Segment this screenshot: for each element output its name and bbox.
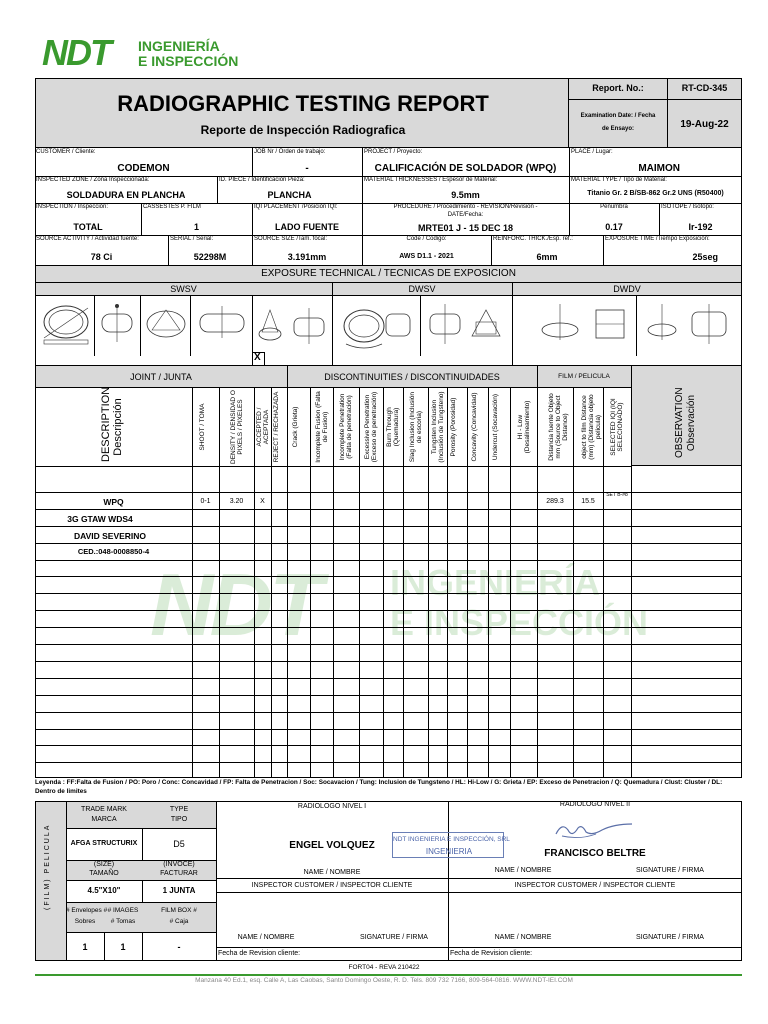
size: 3.191mm	[287, 252, 327, 262]
company-logo	[42, 32, 272, 73]
procedure: MRTE01 J - 15 DEC 18	[417, 223, 514, 233]
review-date-left: Fecha de Revision cliente:	[218, 950, 301, 957]
swsv-sketch-5	[256, 302, 328, 348]
column-header: Incomplete Fusion (Falta de Fusion)	[314, 391, 329, 463]
table-column-line	[573, 388, 574, 778]
disc-header: DISCONTINUITIES / DISCONTINUIDADES	[324, 372, 500, 382]
isotope: Ir-192	[688, 222, 713, 232]
inspector-right-name-label: NAME / NOMBRE	[494, 934, 552, 941]
row4-desc: CED.:048-0008850-4	[77, 547, 150, 556]
swsv-label: SWSV	[170, 284, 197, 294]
zone-label: INSPECTED ZONE / Zona Inspeccionada:	[36, 177, 150, 183]
procedure-label: PROCEDURE / Procedimiento - REVISION/Revision -	[393, 204, 538, 210]
level1-name-label: NAME / NOMBRE	[303, 869, 361, 876]
job: -	[305, 163, 309, 174]
footer-rule	[35, 974, 742, 976]
level2-name-label: NAME / NOMBRE	[494, 867, 552, 874]
dwdv-sketch-2	[640, 300, 738, 350]
table-column-line	[447, 388, 448, 778]
logo-sub1: INGENIERÍA	[138, 38, 220, 54]
swsv-sketch-4	[194, 302, 250, 346]
iqi-label: IQI PLACEMENT /Posición IQI:	[254, 204, 338, 210]
inspection-label: INSPECTION / Inspección:	[36, 204, 109, 210]
size-label: SOURCE SIZE /Tam. focal:	[254, 236, 328, 242]
invoice-label-1: (INVOCE)	[163, 861, 195, 868]
serial: 52298M	[193, 252, 227, 262]
film-type: D5	[173, 839, 185, 849]
table-row-line	[35, 661, 742, 662]
level2-signature-label: SIGNATURE / FIRMA	[636, 867, 704, 874]
column-header: Crack (Grieta)	[291, 406, 299, 448]
env-label-1: # Envelopes #	[66, 907, 108, 914]
table-row-line	[35, 610, 742, 611]
report-title: RADIOGRAPHIC TESTING REPORT	[117, 91, 489, 116]
review-date-right: Fecha de Revision cliente:	[450, 950, 533, 957]
table-column-line	[603, 388, 604, 778]
swsv-sketch-1	[40, 300, 92, 350]
img-label-1: # IMAGES	[107, 907, 139, 914]
description-header-en: DESCRIPTION	[100, 386, 112, 462]
column-header: Slag Inclusion (Inclusión de escoria)	[408, 391, 423, 463]
level2-signature	[552, 818, 638, 844]
film-invoice: 1 JUNTA	[162, 886, 196, 895]
level1-label: RADIOLOGO NIVEL I	[297, 803, 367, 810]
film-size: 4.5"X10"	[87, 886, 121, 895]
dwdv-sketch-1	[520, 300, 632, 350]
activity-label: SOURCE ACTIVITY / Actividad fuente:	[36, 236, 139, 242]
table-row-line	[35, 745, 742, 746]
table-column-line	[333, 388, 334, 778]
film-side-cell	[36, 802, 66, 960]
table-row-line	[35, 729, 742, 730]
observation-header-en: OBSERVATION	[674, 387, 685, 458]
table-column-line	[359, 388, 360, 778]
technique-title: EXPOSURE TECHNICAL / TECNICAS DE EXPOSICION	[261, 268, 516, 279]
watermark-sub2: E INSPECCIÓN	[390, 602, 649, 643]
size-label-2: TAMAÑO	[89, 870, 119, 877]
row1-accepted: X	[260, 498, 265, 505]
dwsv-label: DWSV	[408, 284, 436, 294]
job-label: JOB Nr / Orden de trabajo:	[254, 149, 326, 155]
film-img: 1	[120, 942, 126, 952]
stamp-line-1: NDT INGENIERIA E INSPECCIÓN, SRL	[393, 836, 510, 843]
project-label: PROJECT / Proyecto:	[364, 149, 423, 155]
table-row-line	[35, 526, 742, 527]
table-row-line	[35, 593, 742, 594]
reinf-label: REINFORC. THICK./Esp. ref.:	[493, 236, 573, 242]
column-header: Concavity (Concavidad)	[470, 392, 478, 462]
dwsv-sketch-1	[338, 300, 414, 350]
column-header: ACCEPTED / ACEPTADA	[256, 407, 270, 447]
stamp-line-2: INGENIERIA	[425, 847, 473, 856]
exam-date-label-2: de Ensayo:	[601, 126, 634, 132]
box-label-2: # Caja	[169, 918, 189, 925]
code: AWS D1.1 - 2021	[399, 253, 454, 260]
trade-label-2: MARCA	[91, 816, 117, 823]
table-column-line	[403, 388, 404, 778]
row1-ofd: 15.5	[581, 498, 595, 505]
report-subtitle: Reporte de Inspección Radiografica	[200, 123, 406, 137]
legend-text: Leyenda : FF:Falta de Fusion / PO: Poro / Conc: Concavidad / FP: Falta de Penetracion / Soc: Socavacion / Tung: Inclusion de Tungsteno / HL: Hi-Low / G: Grieta / EP: Exceso de Penetracion / Q: Quemadura / Clust: Cluster / DL: Dentro de limites	[35, 779, 723, 795]
exposure: 25seg	[692, 252, 718, 262]
film-header: FILM / PELICULA	[558, 373, 610, 380]
legend	[35, 778, 742, 796]
table-column-line	[537, 388, 538, 778]
swsv-sketch-3	[144, 304, 188, 344]
table-row-line	[35, 695, 742, 696]
table-row-line	[35, 543, 742, 544]
column-header: SELECTED IQI (IQI SELECIONADO)	[610, 398, 624, 456]
iqi: LADO FUENTE	[275, 222, 339, 232]
piece-label: ID. PIECE / Identificación Pieza:	[219, 177, 305, 183]
exam-date-label-1: Examination Date: / Fecha	[580, 113, 656, 119]
row1-iqi	[603, 492, 631, 498]
table-row-line	[35, 492, 742, 493]
title-block	[35, 78, 569, 148]
film-env: 1	[82, 942, 88, 952]
table-column-line	[287, 388, 288, 778]
table-column-line	[254, 388, 255, 778]
watermark-sub1: INGENIERÍA	[390, 562, 601, 603]
column-header: Porosity (Porosidad)	[450, 397, 457, 457]
penumbra-label: Penumbra	[600, 204, 628, 210]
column-header: Burn Through (Quemadura)	[386, 407, 400, 447]
report-no: RT-CD-345	[681, 83, 728, 93]
form-code: FORT04 - REVA 210422	[348, 964, 420, 971]
row1-desc: WPQ	[103, 497, 124, 507]
row2-desc: 3G GTAW WDS4	[67, 514, 133, 524]
reinf: 6mm	[536, 252, 558, 262]
procedure-label-2: DATE/Fecha:	[447, 212, 484, 218]
size-label-1: (SIZE)	[93, 861, 115, 868]
table-row-line	[35, 762, 742, 763]
column-header: Excessive Penetration (Exceso de penetración)	[364, 391, 378, 463]
row1-shoot: 0-1	[200, 498, 211, 505]
film-box: -	[177, 942, 181, 952]
customer: CODEMON	[117, 163, 170, 174]
column-header: REJECT / RECHAZADA	[273, 391, 280, 463]
env-label-2: Sobres	[74, 918, 96, 925]
table-column-line	[428, 388, 429, 778]
serial-label: SERIAL / Serial:	[170, 236, 214, 242]
box-label-1: FILM BOX #	[161, 907, 197, 914]
mattype: Titanio Gr. 2 B/SB-862 Gr.2 UNS (R50400)	[587, 190, 724, 197]
description-header-es: Descripción	[112, 398, 124, 456]
row1-iqi-text: SET B-#8	[606, 492, 628, 498]
level2-label: RADIOLOGO NIVEL II	[559, 801, 631, 808]
row1-density: 3.20	[229, 498, 244, 505]
inspector-right-signature-label: SIGNATURE / FIRMA	[636, 934, 704, 941]
table-column-line	[467, 388, 468, 778]
table-column-line	[383, 388, 384, 778]
activity: 78 Ci	[90, 252, 113, 262]
invoice-label-2: FACTURAR	[160, 870, 198, 877]
thick: 9.5mm	[451, 190, 480, 200]
piece: PLANCHA	[267, 190, 312, 200]
joint-header: JOINT / JUNTA	[130, 372, 192, 382]
cassettes-label: CASSESTES P. FILM	[143, 204, 201, 210]
table-column-line	[192, 388, 193, 778]
column-header: Incomplete Penetration (Falta de penetración)	[339, 393, 353, 461]
table-row-line	[35, 678, 742, 679]
film-side-label: (FILM) PELICULA	[44, 823, 51, 910]
table-row-line	[35, 466, 631, 467]
film-trade: AFGA STRUCTURIX	[70, 840, 138, 847]
column-header: HI - Low (Desalineamiento)	[516, 400, 531, 454]
table-row-line	[35, 644, 742, 645]
isotope-label: ISOTOPE / Isotopo:	[661, 204, 714, 210]
row3-desc: DAVID SEVERINO	[73, 531, 147, 541]
column-header: Tungsten Inclusion (Inclusión de Tungsteno)	[430, 391, 445, 463]
column-header: object to film Distance (mm) (Distancia objeto pelicula)	[581, 394, 602, 460]
zone: SOLDADURA EN PLANCHA	[66, 190, 186, 200]
inspection: TOTAL	[73, 222, 103, 232]
dwdv-label: DWDV	[613, 284, 641, 294]
description-header	[100, 386, 124, 462]
column-header: Undercut (Socavación)	[492, 393, 499, 461]
place: MAIMON	[638, 163, 680, 174]
table-column-line	[219, 388, 220, 778]
column-header: Distancia fuente Objeto mm (Source to Object Distance)	[548, 393, 569, 461]
logo-mark: NDT	[42, 32, 110, 73]
type-label-2: TIPO	[170, 816, 188, 823]
swsv-sketch-2	[96, 302, 138, 346]
thick-label: MATERIAL THICKNESSES / Espesor de Material:	[364, 177, 498, 183]
column-header: DENSITY / DENSIDAD O PIXELS / PIXELES	[229, 390, 244, 464]
technique-mark: X	[254, 352, 261, 363]
table-row-line	[35, 576, 742, 577]
img-label-2: # Tomas	[110, 918, 136, 925]
customer-label: CUSTOMER / Cliente:	[36, 149, 96, 155]
observation-header	[674, 388, 698, 458]
table-row-line	[35, 712, 742, 713]
inspector-label-right: INSPECTOR CUSTOMER / INSPECTOR CLIENTE	[514, 882, 676, 889]
inspector-label-left: INSPECTOR CUSTOMER / INSPECTOR CLIENTE	[251, 882, 413, 889]
cassettes: 1	[193, 222, 199, 232]
penumbra: 0.17	[605, 222, 623, 232]
table-column-line	[271, 388, 272, 778]
project: CALIFICACIÓN DE SOLDADOR (WPQ)	[374, 163, 557, 174]
table-row-line	[35, 509, 742, 510]
inspector-left-name-label: NAME / NOMBRE	[237, 934, 295, 941]
place-label: PLACE / Lugar:	[571, 149, 613, 155]
trade-label-1: TRADE MARK	[81, 806, 127, 813]
report-no-label: Report. No.:	[592, 83, 644, 93]
footer-address: Manzana 40 Ed.1, esq. Calle A, Las Caobas, Santo Domingo Oeste, R. D. Tels. 809 732 7166, 809-564-0816. WWW.NDT-IEI.COM	[195, 977, 573, 984]
column-header: SHOOT / TOMA	[198, 403, 206, 451]
table-row-line	[35, 627, 742, 628]
table-row-line	[35, 560, 742, 561]
row1-sod: 289.3	[546, 498, 564, 505]
table-column-line	[488, 388, 489, 778]
observation-header-es: Observación	[686, 394, 697, 452]
watermark-logo: NDT	[150, 555, 319, 654]
exposure-label: EXPOSURE TIME /Tiempo Exposición:	[605, 236, 710, 242]
level2-name: FRANCISCO BELTRE	[544, 848, 646, 859]
level1-name: ENGEL VOLQUEZ	[289, 840, 375, 851]
table-column-line	[310, 388, 311, 778]
table-column-line	[510, 388, 511, 778]
code-label: Code / Codigo:	[406, 236, 447, 242]
logo-sub2: E INSPECCIÓN	[138, 53, 239, 69]
inspector-left-signature-label: SIGNATURE / FIRMA	[360, 934, 428, 941]
mattype-label: MATERIAL TYPE / Tipo de Material:	[571, 177, 667, 183]
type-label-1: TYPE	[169, 806, 189, 813]
exam-date: 19-Aug-22	[680, 119, 729, 130]
dwsv-sketch-2	[424, 300, 508, 350]
